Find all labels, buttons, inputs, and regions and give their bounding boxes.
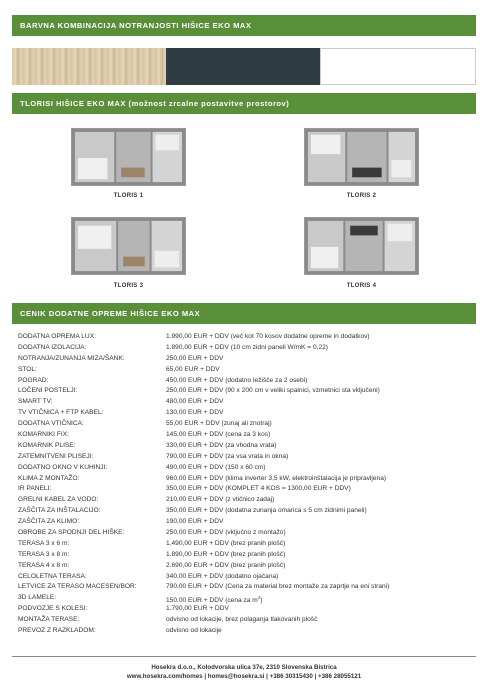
- footer-address: Hosekra d.o.o., Kolodvorska ulica 37e, 2310 Slovenska Bistrica: [151, 664, 337, 671]
- price-item-value: 65,00 EUR + DDV: [166, 365, 220, 373]
- price-row: [18, 430, 478, 441]
- price-row: [18, 572, 478, 583]
- price-item-value: 250,00 EUR + DDV (90 x 200 cm v veliki spalnici, vzmetnici sta vključeni): [166, 387, 380, 395]
- price-item-name: OBROBE ZA SPODNJI DEL HIŠKE:: [18, 529, 125, 537]
- price-row: [18, 452, 478, 463]
- price-row: [18, 604, 478, 615]
- white-swatch: [320, 48, 476, 85]
- price-row: [18, 474, 478, 485]
- footer-email-link[interactable]: homes@hosekra.si: [207, 673, 265, 680]
- price-row: [18, 441, 478, 452]
- price-item-value: 340,00 EUR + DDV (dodatno ojačana): [166, 572, 279, 580]
- price-item-name: 3D LAMELE:: [18, 594, 57, 602]
- price-item-value: 490,00 EUR + DDV (150 x 60 cm): [166, 463, 266, 471]
- price-item-value: 450,00 EUR + DDV (dodatno ležišče za 2 osebi): [166, 376, 308, 384]
- dark-swatch: [166, 48, 320, 85]
- price-item-name: TERASA 4 x 8 m:: [18, 561, 70, 569]
- footer-contacts: [0, 673, 488, 680]
- price-row: [18, 528, 478, 539]
- price-item-name: ZAŠČITA ZA INŠTALACIJO:: [18, 507, 101, 515]
- price-item-name: LOČENI POSTELJI:: [18, 387, 78, 395]
- price-row: [18, 419, 478, 430]
- price-superscript: 2: [257, 595, 261, 601]
- price-row: [18, 376, 478, 387]
- price-row: [18, 408, 478, 419]
- footer-separator: |: [314, 673, 317, 680]
- floorplan-4-label: TLORIS 4: [346, 283, 377, 289]
- price-item-name: CELOLETNA TERASA:: [18, 572, 87, 580]
- price-item-name: DODATNA IZOLACIJA:: [18, 343, 87, 351]
- price-row: [18, 386, 478, 397]
- price-row: [18, 365, 478, 376]
- price-item-name: DODATNA VTIČNICA:: [18, 420, 84, 428]
- price-row: [18, 550, 478, 561]
- price-item-name: DODATNA OPREMA LUX:: [18, 333, 96, 340]
- floorplan-2-label: TLORIS 2: [346, 193, 377, 199]
- price-item-value: 350,00 EUR + DDV (KOMPLET 4 KOS = 1300,00 EUR + DDV): [166, 485, 351, 493]
- price-row: [18, 615, 478, 626]
- floorplan-1-image: [71, 128, 186, 186]
- price-row: [18, 495, 478, 506]
- price-row: [18, 484, 478, 495]
- price-item-value: 250,00 EUR + DDV (vključno z montažo): [166, 529, 286, 537]
- price-row: [18, 354, 478, 365]
- price-item-value: 55,00 EUR + DDV (zunaj ali znotraj): [166, 420, 272, 428]
- price-item-name: PODVOZJE S KOLESI:: [18, 605, 88, 613]
- price-item-name: ZATEMNITVENI PLISEJI:: [18, 452, 94, 460]
- footer-website-link[interactable]: www.hosekra.com/homes: [126, 673, 203, 680]
- price-item-value: 1.790,00 EUR + DDV: [166, 605, 229, 613]
- footer-divider: [12, 656, 476, 657]
- price-item-value: odvisno od lokacije: [166, 627, 222, 635]
- footer-separator: |: [204, 673, 207, 680]
- price-item-name: KOMARNIKI FIX:: [18, 431, 69, 439]
- price-row: [18, 561, 478, 572]
- price-item-name: IR PANELI:: [18, 485, 52, 493]
- price-text: 150,00 EUR + DDV (cena za m: [166, 597, 258, 605]
- price-item-name: TERASA 3 x 8 m:: [18, 550, 70, 558]
- price-item-name: KLIMA Z MONTAŽO:: [18, 474, 80, 482]
- price-list: [18, 332, 478, 637]
- footer-phone-2: +386 28055121: [317, 673, 362, 680]
- footer-separator: |: [266, 673, 268, 680]
- price-item-value: odvisno od lokacije, brez polaganja tlakovanih plošč: [166, 616, 318, 624]
- price-item-value: 330,00 EUR + DDV (za vhodna vrata): [166, 441, 277, 449]
- price-row: [18, 343, 478, 354]
- price-item-value: 480,00 EUR + DDV: [166, 398, 224, 406]
- price-item-name: GRELNI KABEL ZA VODO:: [18, 496, 99, 504]
- price-item-name: ZAŠČITA ZA KLIMO:: [18, 518, 80, 526]
- price-item-value: 1.890,00 EUR + DDV (10 cm zidni paneli W/mK = 0,22): [166, 343, 328, 351]
- price-item-name: STOL:: [18, 365, 37, 373]
- price-item-value: 2.690,00 EUR + DDV (brez pranih plošč): [166, 561, 286, 569]
- price-item-value: 190,00 EUR + DDV: [166, 518, 224, 526]
- price-row: [18, 539, 478, 550]
- price-item-name: MONTAŽA TERASE:: [18, 616, 80, 624]
- price-item-value: [166, 593, 478, 604]
- price-item-name: DODATNO OKNO V KUHINJI:: [18, 463, 108, 471]
- price-text: ): [260, 597, 263, 605]
- price-item-value: 130,00 EUR + DDV: [166, 409, 224, 417]
- price-item-value: 960,00 EUR + DDV (klima inverter 3,5 kW, elektroinštalacija je pripravljena): [166, 474, 387, 482]
- price-row: [18, 626, 478, 637]
- color-swatches: [12, 48, 476, 85]
- colors-section-title: BARVNA KOMBINACIJA NOTRANJOSTI HIŠICE EKO MAX: [12, 15, 476, 36]
- price-item-name: NOTRANJA/ZUNANJA MIZA/ŠANK:: [18, 354, 125, 362]
- price-row: [18, 397, 478, 408]
- price-item-value: 210,00 EUR + DDV (z vtičnico zadaj): [166, 496, 275, 504]
- price-item-name: KOMARNIK PLISE:: [18, 441, 76, 449]
- price-item-value: 1.890,00 EUR + DDV (brez pranih plošč): [166, 550, 286, 558]
- price-item-name: LETVICE ZA TERASO MACESEN/BOR:: [18, 583, 137, 591]
- price-item-value: 1.490,00 EUR + DDV (brez pranih plošč): [166, 539, 286, 547]
- price-item-name: TERASA 3 x 6 m:: [18, 539, 70, 547]
- price-row: [18, 506, 478, 517]
- footer-phone-1: +386 30315430: [269, 673, 313, 680]
- price-item-value: 350,00 EUR + DDV (dodatna zunanja omarica s 5 cm zidnimi paneli): [166, 507, 367, 515]
- floorplan-1-label: TLORIS 1: [113, 193, 144, 199]
- price-row: [18, 517, 478, 528]
- pricelist-section-title: CENIK DODATNE OPREME HIŠICE EKO MAX: [12, 303, 476, 324]
- price-row: [18, 582, 478, 593]
- price-row: [18, 332, 478, 343]
- price-item-value: 145,00 EUR + DDV (cena za 3 kos): [166, 431, 271, 439]
- price-item-value: 790,00 EUR + DDV (za vsa vrata in okna): [166, 452, 289, 460]
- price-row: [18, 463, 478, 474]
- price-item-name: SMART TV:: [18, 398, 53, 406]
- price-item-value: 790,00 EUR + DDV (Cena za material brez montaže za zaprtje na eni strani): [166, 583, 390, 591]
- price-item-name: TV VTIČNICA + FTP KABEL:: [18, 409, 104, 417]
- floorplan-3-image: [71, 217, 186, 275]
- price-item-name: POGRAD:: [18, 376, 49, 384]
- floorplans-section-title: TLORISI HIŠICE EKO MAX (možnost zrcalne postavitve prostorov): [12, 93, 476, 114]
- floorplan-4-image: [304, 217, 419, 275]
- floorplan-3-label: TLORIS 3: [113, 283, 144, 289]
- price-item-value: 250,00 EUR + DDV: [166, 354, 224, 362]
- price-row: [18, 593, 478, 604]
- price-item-value: 1.990,00 EUR + DDV (več kot 70 kosov dodatne opreme in dodatkov): [166, 333, 370, 340]
- price-item-name: PREVOZ Z RAZKLADOM:: [18, 627, 96, 635]
- floorplan-2-image: [304, 128, 419, 186]
- wood-swatch: [12, 48, 166, 85]
